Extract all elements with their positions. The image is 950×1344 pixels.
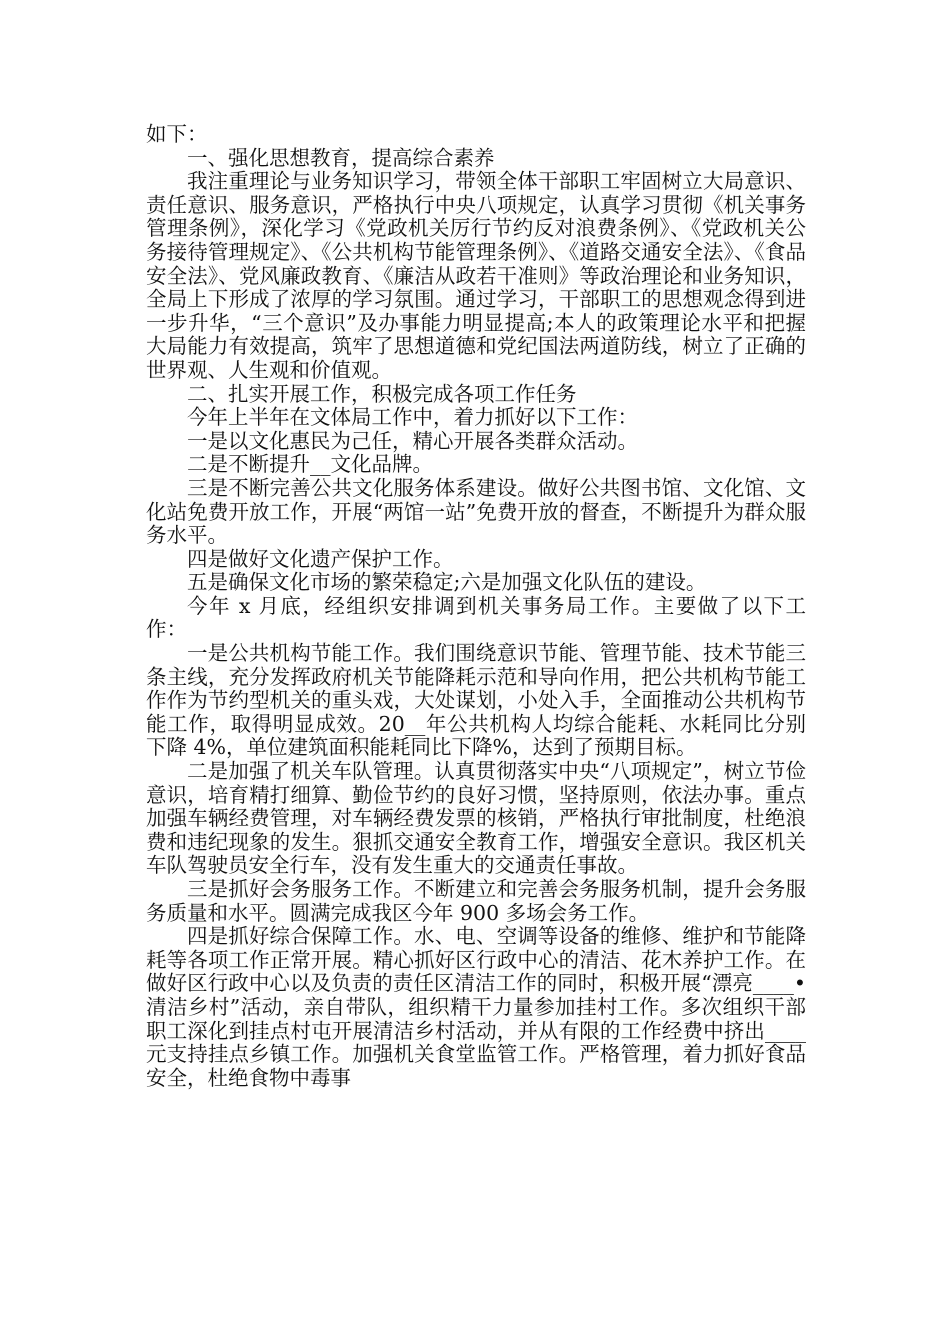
paragraph: 今年 x 月底，经组织安排调到机关事务局工作。主要做了以下工作： [146,593,806,642]
list-item: 一是公共机构节能工作。我们围绕意识节能、管理节能、技术节能三条主线，充分发挥政府机关节能降耗示范和导向作用，把公共机构节能工作作为节约型机关的重头戏，大处谋划，小处入手，全面推动公共机构节能工作，取得明显成效。20__年公共机构人均综合能耗、水耗同比分别下降 4%，单位建筑面积能耗同比下降%，达到了预期目标。 [146,641,806,760]
paragraph: 今年上半年在文体局工作中，着力抓好以下工作： [187,405,638,430]
list-item: 二是加强了机关车队管理。认真贯彻落实中央“八项规定”，树立节俭意识，培育精打细算、勤俭节约的良好习惯，坚持原则，依法办事。重点加强车辆经费管理，对车辆经费发票的核销，严格执行审批制度，杜绝浪费和违纪现象的发生。狠抓交通安全教育工作，增强安全意识。我区机关车队驾驶员安全行车，没有发生重大的交通责任事故。 [146,759,806,878]
list-item: 五是确保文化市场的繁荣稳定;六是加强文化队伍的建设。 [187,570,707,595]
paragraph: 我注重理论与业务知识学习，带领全体干部职工牢固树立大局意识、责任意识、服务意识，严格执行中央八项规定，认真学习贯彻《机关事务管理条例》，深化学习《党政机关厉行节约反对浪费条例》、《党政机关公务接待管理规定》、《公共机构节能管理条例》、《道路交通安全法》、《食品安全法》、党风廉政教育、《廉洁从政若干准则》等政治理论和业务知识，全局上下形成了浓厚的学习氛围。通过学习，干部职工的思想观念得到进一步升华，“三个意识”及办事能力明显提高;本人的政策理论水平和把握大局能力有效提高，筑牢了思想道德和党纪国法两道防线，树立了正确的世界观、人生观和价值观。 [146,169,806,382]
section-heading-1: 一、强化思想教育，提高综合素养 [187,145,495,170]
list-item: 二是不断提升__文化品牌。 [187,452,433,477]
list-item: 一是以文化惠民为己任，精心开展各类群众活动。 [187,428,638,453]
list-item: 三是抓好会务服务工作。不断建立和完善会务服务机制，提升会务服务质量和水平。圆满完成我区今年 900 多场会务工作。 [146,877,806,925]
list-item: 三是不断完善公共文化服务体系建设。做好公共图书馆、文化馆、文化站免费开放工作，开展“两馆一站”免费开放的督查，不断提升为群众服务水平。 [146,475,806,548]
section-heading-2: 二、扎实开展工作，积极完成各项工作任务 [187,381,577,406]
paragraph-intro: 如下： [146,122,208,146]
document-body [146,123,806,1090]
list-item: 四是做好文化遗产保护工作。 [187,546,454,571]
list-item: 四是抓好综合保障工作。水、电、空调等设备的维修、维护和节能降耗等各项工作正常开展。精心抓好区行政中心的清洁、花木养护工作。在做好区行政中心以及负责的责任区清洁工作的同时，积极开展“漂亮____•清洁乡村”活动，亲自带队，组织精干力量参加挂村工作。多次组织干部职工深化到挂点村屯开展清洁乡村活动，并从有限的工作经费中挤出____元支持挂点乡镇工作。加强机关食堂监管工作。严格管理，着力抓好食品安全，杜绝食物中毒事 [146,924,806,1090]
